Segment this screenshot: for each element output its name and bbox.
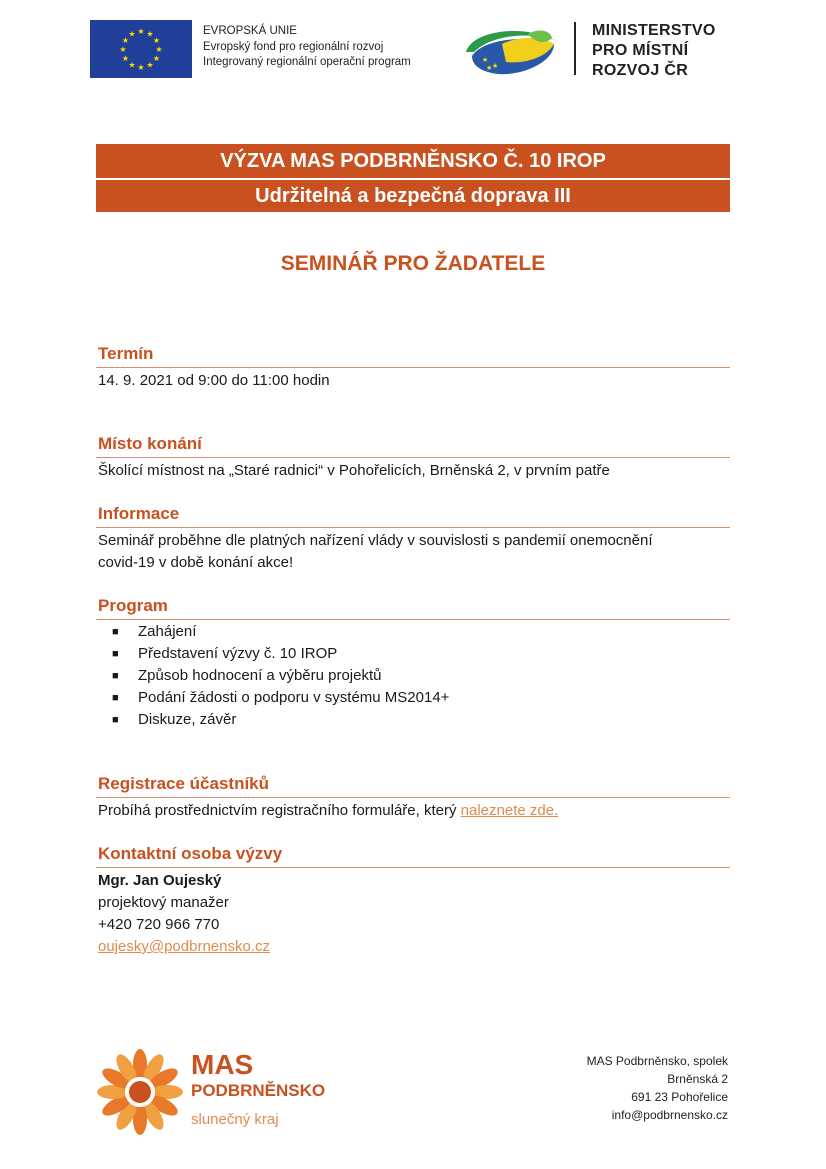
program-item-label: Zahájení (138, 623, 197, 640)
termin-text: 14. 9. 2021 od 9:00 do 11:00 hodin (98, 372, 330, 389)
contact-email-link[interactable]: oujesky@podbrnensko.cz (98, 938, 270, 955)
eu-flag-logo (90, 20, 192, 78)
program-item-label: Způsob hodnocení a výběru projektů (138, 667, 382, 684)
section-rule (96, 457, 730, 458)
program-item (112, 643, 449, 665)
program-item (112, 621, 449, 643)
eu-program-text (203, 24, 411, 71)
footer-address (587, 1052, 728, 1124)
contact-phone: +420 720 966 770 (98, 916, 220, 933)
eu-line: Evropský fond pro regionální rozvoj (203, 40, 384, 53)
address-line: info@podbrnensko.cz (611, 1108, 728, 1122)
address-line: 691 23 Pohořelice (631, 1090, 728, 1104)
registrace-label: Probíhá prostřednictvím registračního formuláře, který (98, 802, 461, 819)
eu-line: EVROPSKÁ UNIE (203, 25, 297, 37)
svg-text:★: ★ (121, 36, 130, 45)
svg-text:★: ★ (119, 45, 127, 54)
contact-block (98, 870, 270, 958)
program-item-label: Diskuze, závěr (138, 711, 237, 728)
informace-line: covid-19 v době konání akce! (98, 554, 294, 571)
program-item (112, 709, 449, 731)
program-list (112, 621, 449, 731)
svg-text:★: ★ (146, 29, 154, 39)
bullet-icon: ■ (112, 670, 119, 682)
bullet-icon: ■ (112, 626, 119, 638)
program-item (112, 665, 449, 687)
address-line: Brněnská 2 (667, 1072, 728, 1086)
mas-logo-name: PODBRNĚNSKO (191, 1081, 326, 1100)
section-heading-termin: Termín (98, 344, 154, 363)
mmr-name (592, 21, 716, 81)
eu-line: Integrovaný regionální operační program (203, 56, 411, 68)
svg-text:★: ★ (146, 60, 154, 70)
misto-text: Školící místnost na „Staré radnici“ v Pohořelicích, Brněnská 2, v prvním patře (98, 462, 610, 479)
mas-slogan: slunečný kraj (191, 1111, 279, 1128)
svg-text:★: ★ (128, 29, 136, 39)
call-title: VÝZVA MAS PODBRNĚNSKO Č. 10 IROP (96, 144, 730, 178)
bullet-icon: ■ (112, 648, 119, 660)
section-heading-registrace: Registrace účastníků (98, 774, 270, 793)
mmr-emblem-logo (462, 22, 562, 78)
mmr-line: ROZVOJ ČR (592, 62, 689, 79)
section-heading-misto: Místo konání (98, 434, 202, 453)
mas-logo-word: MAS (191, 1049, 254, 1080)
svg-text:★: ★ (152, 36, 161, 45)
svg-text:★: ★ (137, 63, 145, 72)
svg-text:★: ★ (152, 54, 161, 63)
contact-role: projektový manažer (98, 894, 229, 911)
svg-text:★: ★ (155, 45, 163, 54)
mmr-line: MINISTERSTVO (592, 22, 716, 39)
registration-form-link[interactable]: naleznete zde. (460, 802, 559, 819)
sun-logo-icon (96, 1048, 184, 1136)
informace-text (98, 530, 652, 574)
svg-text:★: ★ (137, 27, 145, 36)
call-subtitle: Udržitelná a bezpečná doprava III (96, 180, 730, 212)
svg-text:★: ★ (128, 60, 136, 70)
bullet-icon: ■ (112, 714, 119, 726)
program-item-label: Představení výzvy č. 10 IROP (138, 645, 338, 662)
svg-text:★: ★ (121, 54, 130, 63)
section-heading-kontakt: Kontaktní osoba výzvy (98, 844, 283, 863)
section-rule (96, 527, 730, 528)
section-rule (96, 797, 730, 798)
section-rule (96, 367, 730, 368)
informace-line: Seminář proběhne dle platných nařízení vlády v souvislosti s pandemií onemocnění (98, 532, 653, 549)
section-heading-program: Program (98, 596, 168, 615)
mmr-line: PRO MÍSTNÍ (592, 42, 689, 59)
section-rule (96, 867, 730, 868)
contact-name: Mgr. Jan Oujeský (98, 872, 222, 889)
logo-divider (574, 22, 576, 75)
svg-text:★: ★ (482, 56, 489, 64)
registrace-text (98, 800, 558, 822)
section-rule (96, 619, 730, 620)
address-line: MAS Podbrněnsko, spolek (586, 1054, 728, 1068)
bullet-icon: ■ (112, 692, 119, 704)
program-item (112, 687, 449, 709)
eu-stars-icon (90, 20, 192, 78)
svg-text:★: ★ (486, 64, 493, 72)
svg-text:★: ★ (492, 62, 499, 70)
seminar-heading: SEMINÁŘ PRO ŽADATELE (280, 252, 546, 275)
program-item-label: Podání žádosti o podporu v systému MS2014+ (138, 689, 450, 706)
section-heading-informace: Informace (98, 504, 180, 523)
